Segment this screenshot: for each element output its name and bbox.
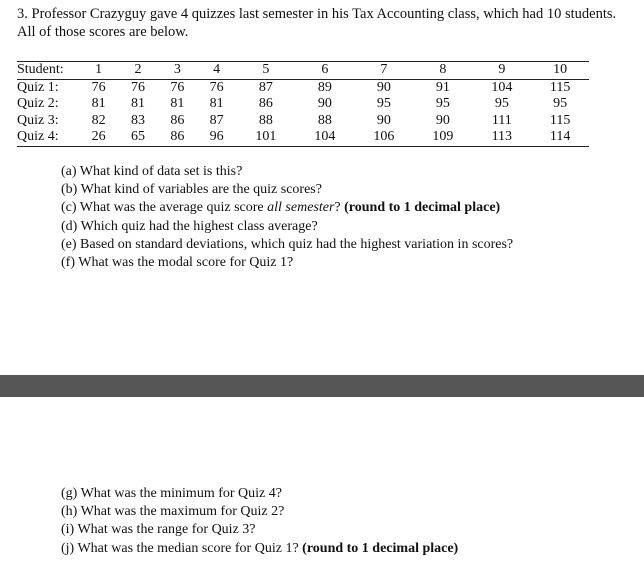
question-c-mark: ?: [334, 200, 345, 216]
question-c-text: (c) What was the average quiz score: [61, 200, 268, 216]
score-cell: 101: [236, 129, 295, 146]
table-row: [17, 79, 589, 96]
score-cell: 81: [170, 96, 185, 111]
table-row: [17, 113, 589, 130]
table-row: [17, 129, 589, 146]
score-cell: 83: [130, 112, 145, 128]
question-c: [61, 199, 513, 217]
question-list-bottom: [61, 485, 458, 558]
student-col: 2: [118, 62, 157, 80]
score-cell: 113: [472, 129, 531, 146]
score-cell: 88: [258, 112, 273, 128]
student-col: 3: [158, 62, 197, 80]
question-j: [61, 540, 458, 558]
row-label: Quiz 4:: [17, 129, 79, 146]
score-cell: 115: [549, 112, 571, 128]
header-label: Student:: [17, 62, 79, 80]
student-col: 10: [531, 62, 589, 80]
student-col: 6: [295, 62, 354, 80]
score-cell: 86: [158, 129, 197, 146]
score-cell: 91: [435, 79, 450, 95]
question-d: (d) Which quiz had the highest class average?: [61, 218, 318, 234]
score-cell: 26: [79, 129, 118, 146]
row-label: Quiz 3:: [17, 112, 59, 128]
score-cell: 95: [435, 96, 450, 111]
score-cell: 76: [130, 79, 145, 95]
score-cell: 104: [295, 129, 354, 146]
score-cell: 86: [170, 112, 185, 128]
score-cell: 76: [91, 79, 106, 95]
question-e: (e) Based on standard deviations, which quiz had the highest variation in scores?: [61, 236, 514, 252]
score-cell: 90: [317, 96, 332, 111]
score-cell: 111: [491, 112, 512, 128]
score-cell: 89: [317, 79, 332, 95]
score-cell: 106: [354, 129, 413, 146]
question-j-text: (j) What was the median score for Quiz 1?: [61, 540, 303, 556]
score-cell: 76: [170, 79, 185, 95]
score-cell: 114: [531, 129, 589, 146]
score-cell: 81: [209, 96, 224, 111]
score-cell: 82: [91, 112, 106, 128]
student-col: 7: [354, 62, 413, 80]
question-i: (i) What was the range for Quiz 3?: [61, 522, 256, 538]
score-cell: 76: [209, 79, 224, 95]
score-cell: 90: [435, 112, 450, 128]
row-label: Quiz 2:: [17, 96, 59, 111]
student-col: 9: [472, 62, 531, 80]
score-cell: 90: [376, 112, 391, 128]
problem-intro: 3. Professor Crazyguy gave 4 quizzes last semester in his Tax Accounting class, which had 10 students. All of those scores are below.: [17, 6, 617, 40]
question-a: (a) What kind of data set is this?: [61, 164, 243, 179]
question-b: (b) What kind of variables are the quiz scores?: [61, 182, 322, 198]
score-cell: 90: [376, 79, 391, 95]
question-g: (g) What was the minimum for Quiz 4?: [61, 486, 282, 501]
score-cell: 95: [376, 96, 391, 111]
score-cell: 65: [118, 129, 157, 146]
question-c-instruction: (round to 1 decimal place): [344, 200, 501, 216]
score-cell: 87: [258, 79, 273, 95]
student-col: 5: [236, 62, 295, 80]
student-col: 4: [197, 62, 236, 80]
score-cell: 109: [413, 129, 472, 146]
student-col: 1: [79, 62, 118, 80]
score-cell: 87: [209, 112, 224, 128]
table-header-row: [17, 62, 589, 80]
student-col: 8: [413, 62, 472, 80]
page-divider-band: [0, 375, 644, 397]
score-cell: 115: [549, 79, 571, 95]
question-c-emphasis: all semester: [267, 200, 335, 216]
score-cell: 95: [494, 96, 509, 111]
score-cell: 81: [130, 96, 145, 111]
score-cell: 81: [91, 96, 106, 111]
question-j-instruction: (round to 1 decimal place): [302, 540, 459, 556]
question-h: (h) What was the maximum for Quiz 2?: [61, 504, 285, 520]
question-f: (f) What was the modal score for Quiz 1?: [61, 255, 294, 271]
score-cell: 86: [258, 96, 273, 111]
score-cell: 104: [491, 79, 513, 95]
score-cell: 96: [197, 129, 236, 146]
score-cell: 95: [553, 96, 568, 111]
score-cell: 88: [317, 112, 332, 128]
question-list-top: [61, 163, 513, 272]
table-row: [17, 96, 589, 113]
row-label: Quiz 1:: [17, 79, 59, 95]
scores-table: [17, 61, 589, 147]
